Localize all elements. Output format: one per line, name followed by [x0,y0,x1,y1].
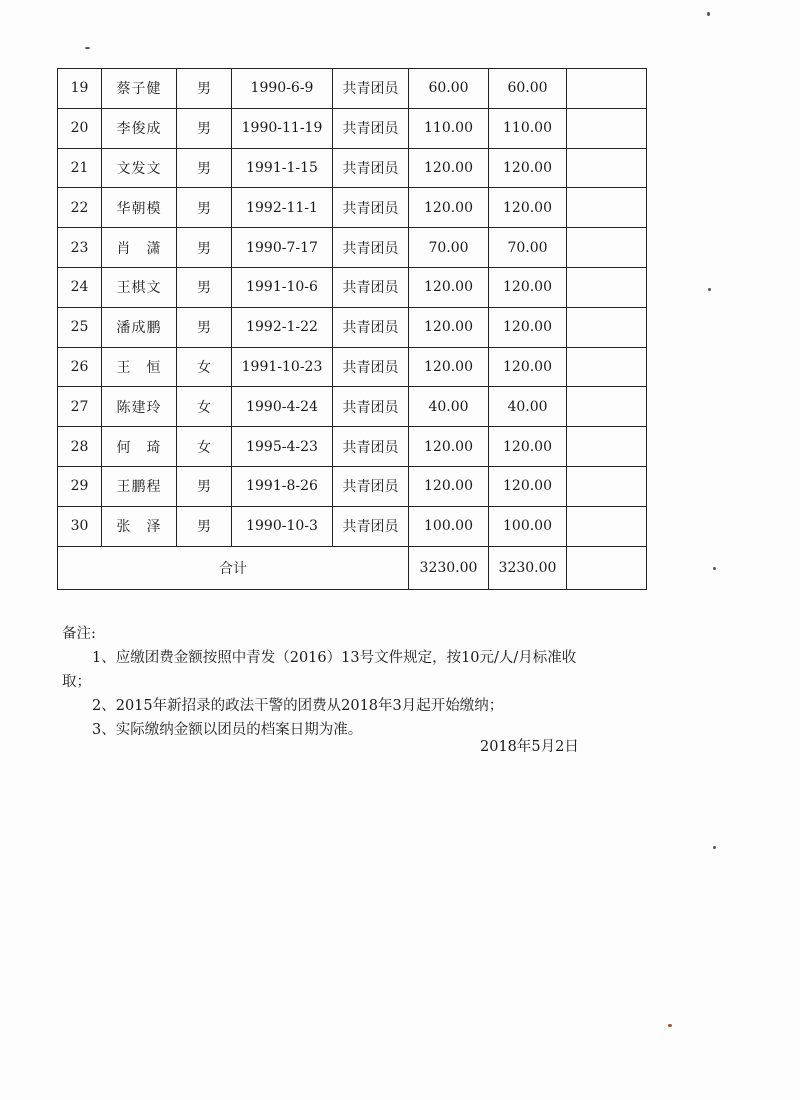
cell-amount-paid: 110.00 [489,108,567,148]
table-row [58,347,647,387]
cell-number: 22 [58,188,102,228]
cell-name: 肖 潇 [102,228,177,268]
cell-empty [567,267,647,307]
cell-amount-due: 120.00 [409,307,489,347]
cell-political-status: 共青团员 [333,506,409,546]
cell-political-status: 共青团员 [333,466,409,506]
scan-speck [85,47,90,49]
cell-amount-paid: 120.00 [489,347,567,387]
notes-section [62,622,622,742]
cell-amount-paid: 120.00 [489,427,567,467]
cell-amount-paid: 120.00 [489,267,567,307]
cell-gender: 男 [177,506,232,546]
scan-speck [668,1024,672,1027]
cell-amount-due: 120.00 [409,466,489,506]
cell-political-status: 共青团员 [333,307,409,347]
cell-empty [567,188,647,228]
cell-birth-date: 1992-11-1 [232,188,333,228]
table-body [58,69,647,590]
cell-gender: 女 [177,347,232,387]
cell-number: 27 [58,387,102,427]
scan-speck [713,567,716,570]
cell-gender: 男 [177,188,232,228]
cell-amount-paid: 120.00 [489,307,567,347]
cell-amount-due: 120.00 [409,148,489,188]
cell-name: 陈建玲 [102,387,177,427]
table-row [58,148,647,188]
cell-gender: 男 [177,307,232,347]
table-row [58,267,647,307]
note-item-1: 1、应缴团费金额按照中青发（2016）13号文件规定，按10元/人/月标准收 [92,650,577,666]
cell-empty [567,148,647,188]
cell-gender: 男 [177,228,232,268]
cell-name: 潘成鹏 [102,307,177,347]
cell-empty [567,347,647,387]
cell-gender: 男 [177,267,232,307]
cell-birth-date: 1991-1-15 [232,148,333,188]
table-row [58,466,647,506]
cell-gender: 女 [177,387,232,427]
cell-amount-paid: 120.00 [489,148,567,188]
cell-birth-date: 1990-4-24 [232,387,333,427]
cell-birth-date: 1990-11-19 [232,108,333,148]
table-row [58,69,647,109]
cell-name: 王 恒 [102,347,177,387]
cell-birth-date: 1992-1-22 [232,307,333,347]
cell-name: 王鹏程 [102,466,177,506]
cell-name: 张 泽 [102,506,177,546]
cell-amount-paid: 60.00 [489,69,567,109]
cell-amount-due: 120.00 [409,188,489,228]
cell-birth-date: 1991-8-26 [232,466,333,506]
cell-number: 29 [58,466,102,506]
cell-political-status: 共青团员 [333,347,409,387]
cell-empty [567,108,647,148]
cell-amount-due: 40.00 [409,387,489,427]
cell-amount-due: 120.00 [409,267,489,307]
cell-amount-due: 70.00 [409,228,489,268]
cell-political-status: 共青团员 [333,188,409,228]
cell-name: 何 琦 [102,427,177,467]
document-date: 2018年5月2日 [480,739,579,755]
table-row [58,387,647,427]
cell-name: 李俊成 [102,108,177,148]
cell-gender: 男 [177,108,232,148]
table-row [58,427,647,467]
cell-amount-due: 120.00 [409,427,489,467]
cell-amount-paid: 100.00 [489,506,567,546]
cell-gender: 男 [177,466,232,506]
cell-empty [567,466,647,506]
cell-gender: 男 [177,148,232,188]
cell-political-status: 共青团员 [333,267,409,307]
cell-number: 26 [58,347,102,387]
cell-empty [567,427,647,467]
cell-number: 21 [58,148,102,188]
note-item-3: 3、实际缴纳金额以团员的档案日期为准。 [92,722,363,738]
cell-amount-paid: 70.00 [489,228,567,268]
table-row [58,188,647,228]
cell-birth-date: 1991-10-23 [232,347,333,387]
table-row [58,506,647,546]
cell-number: 20 [58,108,102,148]
scan-speck [713,846,716,849]
league-fee-table [57,68,647,590]
cell-amount-due: 100.00 [409,506,489,546]
cell-name: 王棋文 [102,267,177,307]
note-item-1-continuation: 取； [62,674,91,690]
cell-number: 28 [58,427,102,467]
cell-birth-date: 1991-10-6 [232,267,333,307]
cell-political-status: 共青团员 [333,108,409,148]
cell-political-status: 共青团员 [333,427,409,467]
scan-speck [707,12,710,16]
cell-gender: 女 [177,427,232,467]
cell-birth-date: 1990-10-3 [232,506,333,546]
cell-name: 文发文 [102,148,177,188]
cell-number: 19 [58,69,102,109]
cell-empty [567,387,647,427]
table-row [58,108,647,148]
cell-amount-due: 120.00 [409,347,489,387]
cell-amount-paid: 120.00 [489,188,567,228]
cell-political-status: 共青团员 [333,228,409,268]
total-amount-due: 3230.00 [409,546,489,589]
cell-gender: 男 [177,69,232,109]
cell-amount-due: 60.00 [409,69,489,109]
cell-amount-paid: 120.00 [489,466,567,506]
cell-name: 蔡子健 [102,69,177,109]
cell-number: 24 [58,267,102,307]
scan-speck [708,288,711,291]
cell-political-status: 共青团员 [333,148,409,188]
total-row [58,546,647,589]
cell-amount-paid: 40.00 [489,387,567,427]
notes-title: 备注: [62,626,96,642]
cell-empty [567,546,647,589]
cell-number: 25 [58,307,102,347]
cell-empty [567,228,647,268]
cell-birth-date: 1990-6-9 [232,69,333,109]
note-item-2: 2、2015年新招录的政法干警的团费从2018年3月起开始缴纳； [92,698,504,714]
total-amount-paid: 3230.00 [489,546,567,589]
cell-name: 华朝模 [102,188,177,228]
cell-empty [567,307,647,347]
cell-political-status: 共青团员 [333,69,409,109]
cell-political-status: 共青团员 [333,387,409,427]
table-row [58,307,647,347]
cell-empty [567,506,647,546]
cell-birth-date: 1990-7-17 [232,228,333,268]
cell-birth-date: 1995-4-23 [232,427,333,467]
cell-empty [567,69,647,109]
table-row [58,228,647,268]
cell-number: 30 [58,506,102,546]
cell-number: 23 [58,228,102,268]
total-label: 合计 [58,546,409,589]
cell-amount-due: 110.00 [409,108,489,148]
